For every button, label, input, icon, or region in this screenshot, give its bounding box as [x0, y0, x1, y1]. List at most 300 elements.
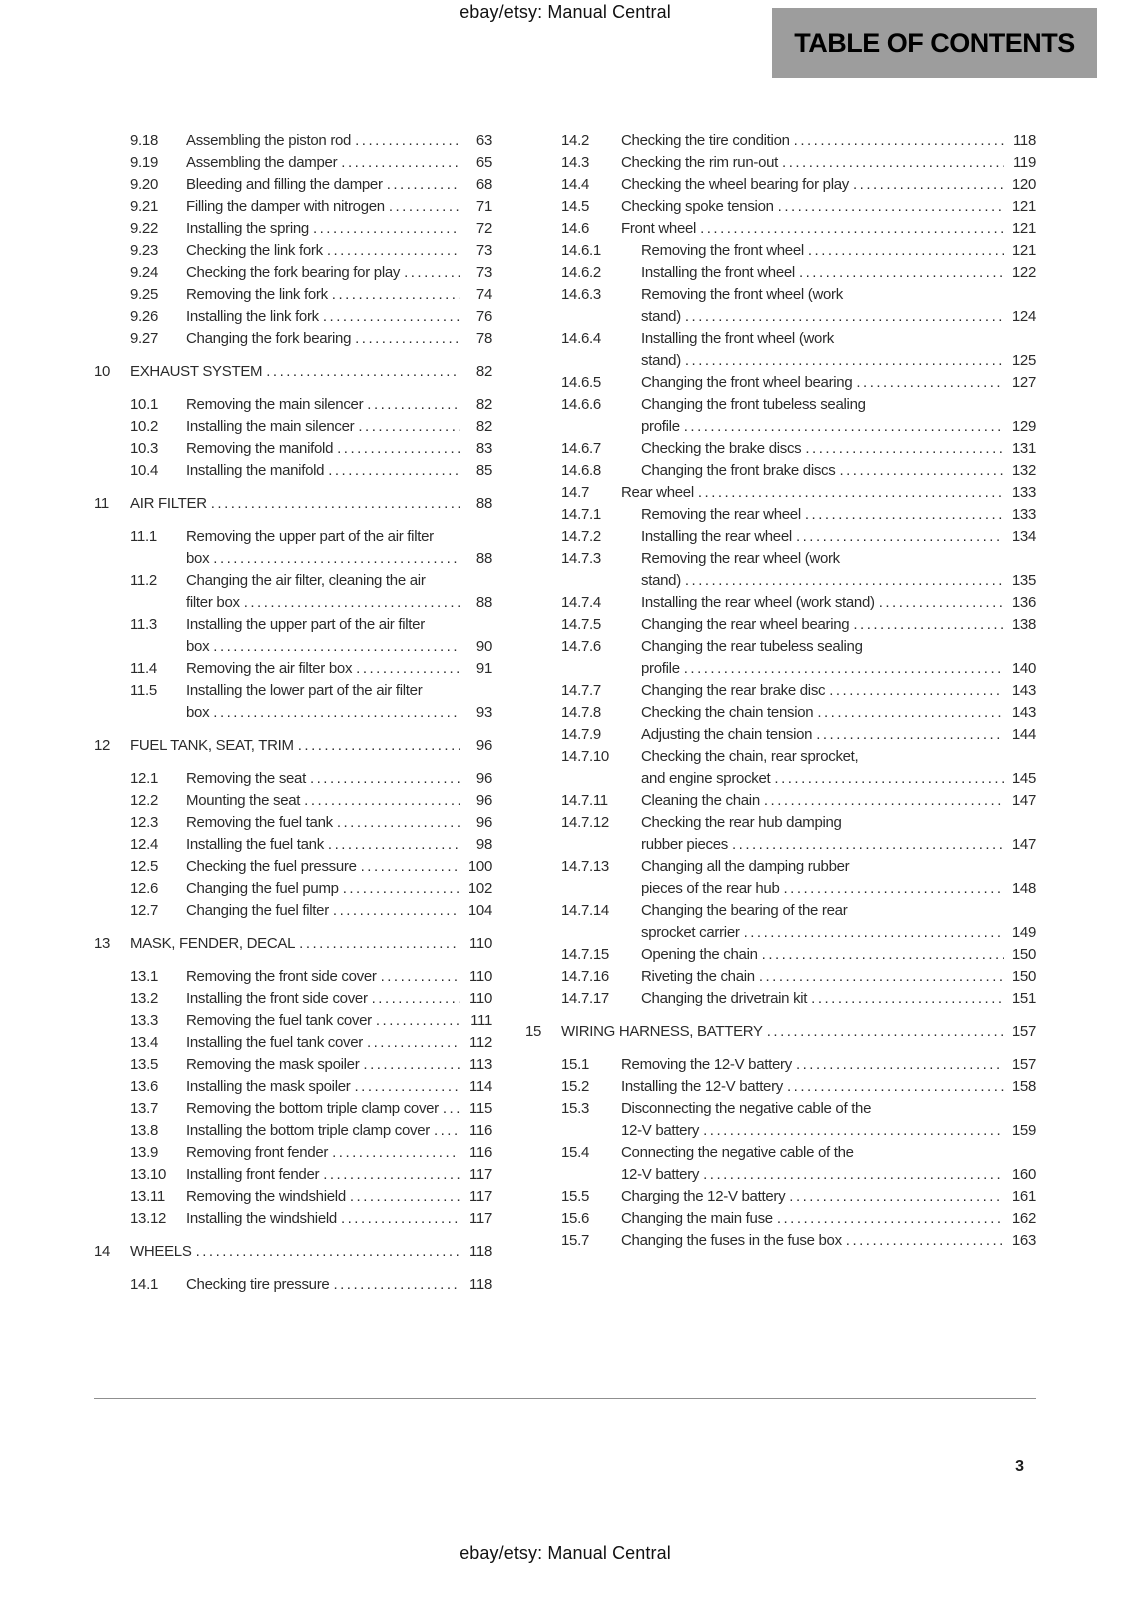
toc-entry-title: Checking the rear hub damping rubber pieces ..... [641, 812, 1004, 856]
toc-entry-number: 11.4 [130, 660, 157, 677]
toc-entry-number: 14.6.7 [561, 440, 601, 457]
toc-entry-row [561, 680, 1036, 702]
toc-entry-number: 13.5 [130, 1056, 158, 1073]
toc-entry-number: 13.3 [130, 1012, 158, 1029]
toc-entry-page: 118 [1012, 132, 1036, 149]
toc-entry-number: 12.6 [130, 880, 158, 897]
toc-entry-number: 14.7.10 [561, 748, 609, 765]
toc-entry-number: 13 [94, 935, 111, 952]
toc-entry-row [130, 658, 492, 680]
toc-entry-title: Removing the 12-V battery ..... [621, 1054, 1004, 1076]
footer-divider [94, 1398, 1036, 1399]
toc-column-right [525, 130, 1036, 1296]
toc-entry-page: 147 [1011, 792, 1036, 809]
toc-entry-number: 11.5 [130, 682, 157, 699]
toc-entry-title: Installing the spring ..... [186, 218, 460, 240]
toc-entry-number: 9.18 [130, 132, 158, 149]
toc-entry-title: Changing the drivetrain kit ..... [641, 988, 1004, 1010]
toc-entry-page: 73 [475, 242, 492, 259]
toc-entry-number: 14.7.16 [561, 968, 609, 985]
toc-entry-title: Removing the rear wheel ..... [641, 504, 1004, 526]
toc-entry-number: 14.7.17 [561, 990, 609, 1007]
toc-entry-title: Changing the air filter, cleaning the air filter box ..... [186, 570, 460, 614]
toc-entry-number: 14.7.13 [561, 858, 609, 875]
toc-entry-row [561, 504, 1036, 526]
toc-entry-page: 121 [1011, 198, 1036, 215]
toc-entry-number: 14.7.11 [561, 792, 608, 809]
toc-entry-number: 9.19 [130, 154, 158, 171]
toc-entry-title: Mounting the seat ..... [186, 790, 460, 812]
toc-entry-number: 14.6.6 [561, 396, 601, 413]
toc-entry-number: 9.21 [130, 198, 158, 215]
toc-entry-row [130, 680, 492, 724]
toc-chapter-row [94, 361, 492, 383]
toc-entry-row [130, 614, 492, 658]
toc-entry-page: 145 [1011, 770, 1036, 787]
toc-entry-row [561, 152, 1036, 174]
toc-entry-title: Adjusting the chain tension ..... [641, 724, 1004, 746]
toc-entry-number: 14.1 [130, 1276, 158, 1293]
toc-entry-page: 157 [1011, 1023, 1036, 1040]
toc-entry-row [561, 438, 1036, 460]
toc-entry-number: 14.4 [561, 176, 589, 193]
toc-entry-row [130, 438, 492, 460]
toc-entry-title: Installing the 12-V battery ..... [621, 1076, 1004, 1098]
toc-entry-page: 135 [1011, 572, 1036, 589]
toc-entry-page: 148 [1011, 880, 1036, 897]
toc-entry-number: 14.6.4 [561, 330, 601, 347]
toc-entry-page: 133 [1011, 506, 1036, 523]
toc-entry-title: Installing the rear wheel ..... [641, 526, 1004, 548]
toc-entry-number: 9.26 [130, 308, 158, 325]
toc-entry-number: 10.2 [130, 418, 158, 435]
toc-entry-row [561, 548, 1036, 592]
toc-entry-title: Changing the bearing of the rear sprocket carrier ..... [641, 900, 1004, 944]
toc-entry-row [561, 174, 1036, 196]
toc-entry-number: 10.3 [130, 440, 158, 457]
toc-entry-row [130, 988, 492, 1010]
toc-entry-title: Changing the fuel pump ..... [186, 878, 460, 900]
toc-entry-number: 14.7.1 [561, 506, 601, 523]
toc-entry-number: 14.6.8 [561, 462, 601, 479]
toc-entry-title: Removing the link fork ..... [186, 284, 460, 306]
toc-entry-page: 82 [475, 363, 492, 380]
toc-entry-number: 15.3 [561, 1100, 589, 1117]
toc-entry-title: Checking the tire condition ..... [621, 130, 1004, 152]
toc-entry-row [130, 856, 492, 878]
toc-entry-row [561, 614, 1036, 636]
toc-entry-page: 117 [468, 1166, 492, 1183]
toc-entry-row [561, 240, 1036, 262]
toc-entry-row [561, 1208, 1036, 1230]
toc-entry-number: 14 [94, 1243, 111, 1260]
toc-entry-row [130, 966, 492, 988]
toc-entry-page: 116 [468, 1122, 492, 1139]
toc-entry-row [130, 812, 492, 834]
toc-entry-page: 82 [475, 396, 492, 413]
toc-entry-page: 110 [468, 935, 492, 952]
toc-entry-page: 150 [1011, 968, 1036, 985]
toc-entry-title: Installing the front wheel ..... [641, 262, 1004, 284]
toc-entry-row [130, 240, 492, 262]
toc-entry-title: Changing the front brake discs ..... [641, 460, 1004, 482]
toc-entry-number: 13.7 [130, 1100, 158, 1117]
toc-entry-page: 143 [1011, 682, 1036, 699]
toc-entry-title: Checking the rim run-out ..... [621, 152, 1004, 174]
toc-entry-row [130, 196, 492, 218]
toc-entry-row [130, 526, 492, 570]
toc-entry-number: 14.7.14 [561, 902, 609, 919]
toc-entry-number: 13.9 [130, 1144, 158, 1161]
toc-entry-row [561, 988, 1036, 1010]
toc-entry-page: 134 [1011, 528, 1036, 545]
toc-entry-number: 10.1 [130, 396, 158, 413]
toc-chapter-row [94, 735, 492, 757]
toc-entry-number: 10 [94, 363, 111, 380]
toc-entry-number: 13.2 [130, 990, 158, 1007]
toc-entry-number: 15.2 [561, 1078, 589, 1095]
toc-column-left [94, 130, 492, 1296]
toc-entry-title: Removing the fuel tank ..... [186, 812, 460, 834]
toc-entry-page: 127 [1011, 374, 1036, 391]
toc-entry-title: Installing the front side cover ..... [186, 988, 460, 1010]
toc-entry-number: 14.6.5 [561, 374, 601, 391]
toc-entry-page: 136 [1011, 594, 1036, 611]
toc-entry-page: 71 [475, 198, 492, 215]
toc-entry-row [130, 130, 492, 152]
toc-entry-number: 11.1 [130, 528, 157, 545]
toc-entry-row [561, 372, 1036, 394]
toc-entry-title: Installing the lower part of the air filter box ..... [186, 680, 460, 724]
toc-entry-row [130, 570, 492, 614]
toc-entry-number: 13.10 [130, 1166, 167, 1183]
toc-entry-title: Disconnecting the negative cable of the 12-V battery ..... [621, 1098, 1004, 1142]
toc-entry-number: 14.7.3 [561, 550, 601, 567]
toc-entry-row [561, 1186, 1036, 1208]
toc-entry-page: 98 [475, 836, 492, 853]
toc-entry-number: 13.12 [130, 1210, 167, 1227]
toc-entry-row [130, 152, 492, 174]
toc-entry-title: Opening the chain ..... [641, 944, 1004, 966]
toc-entry-title: Changing the fuel filter ..... [186, 900, 460, 922]
toc-entry-row [561, 1142, 1036, 1186]
toc-entry-row [130, 790, 492, 812]
toc-entry-page: 158 [1011, 1078, 1036, 1095]
toc-entry-number: 14.6.1 [561, 242, 601, 259]
toc-entry-row [130, 1186, 492, 1208]
toc-entry-number: 15.7 [561, 1232, 589, 1249]
toc-entry-title: Changing the rear brake disc ..... [641, 680, 1004, 702]
toc-entry-row [561, 1076, 1036, 1098]
toc-entry-page: 118 [468, 1243, 492, 1260]
toc-entry-number: 14.7.12 [561, 814, 609, 831]
toc-entry-page: 76 [475, 308, 492, 325]
toc-entry-page: 110 [468, 990, 492, 1007]
toc-entry-number: 14.7 [561, 484, 589, 501]
toc-entry-page: 72 [475, 220, 492, 237]
toc-entry-number: 14.7.4 [561, 594, 601, 611]
toc-entry-title: Removing the windshield ..... [186, 1186, 460, 1208]
toc-entry-page: 111 [470, 1012, 492, 1029]
toc-entry-page: 93 [475, 704, 492, 721]
toc-entry-page: 114 [468, 1078, 492, 1095]
toc-entry-title: Installing the bottom triple clamp cover ..... [186, 1120, 460, 1142]
toc-entry-number: 13.6 [130, 1078, 158, 1095]
toc-entry-page: 116 [468, 1144, 492, 1161]
toc-entry-title: Installing the front wheel (work stand) ..... [641, 328, 1004, 372]
toc-entry-number: 12.1 [130, 770, 158, 787]
toc-entry-page: 118 [468, 1276, 492, 1293]
toc-entry-page: 96 [475, 737, 492, 754]
toc-columns [94, 130, 1036, 1296]
toc-entry-title: Installing front fender ..... [186, 1164, 460, 1186]
toc-entry-title: Removing the air filter box ..... [186, 658, 460, 680]
toc-entry-title: Changing the fuses in the fuse box ..... [621, 1230, 1004, 1252]
toc-entry-number: 11.3 [130, 616, 157, 633]
toc-entry-title: Riveting the chain ..... [641, 966, 1004, 988]
toc-entry-row [561, 262, 1036, 284]
toc-entry-page: 96 [475, 792, 492, 809]
toc-entry-row [130, 1076, 492, 1098]
toc-entry-number: 14.6 [561, 220, 589, 237]
toc-entry-title: Changing the front tubeless sealing profile ..... [641, 394, 1004, 438]
toc-entry-number: 13.1 [130, 968, 158, 985]
toc-entry-number: 14.2 [561, 132, 589, 149]
toc-entry-page: 157 [1011, 1056, 1036, 1073]
toc-entry-title: Removing the front wheel ..... [641, 240, 1004, 262]
toc-entry-page: 117 [468, 1210, 492, 1227]
toc-entry-row [130, 1032, 492, 1054]
toc-entry-number: 15.5 [561, 1188, 589, 1205]
toc-entry-number: 14.6.3 [561, 286, 601, 303]
toc-entry-page: 73 [475, 264, 492, 281]
toc-entry-title: Assembling the damper ..... [186, 152, 460, 174]
toc-entry-page: 162 [1011, 1210, 1036, 1227]
toc-entry-page: 124 [1011, 308, 1036, 325]
toc-entry-row [130, 416, 492, 438]
toc-entry-row [561, 966, 1036, 988]
toc-entry-title: FUEL TANK, SEAT, TRIM ..... [130, 735, 460, 757]
toc-entry-title: Removing the manifold ..... [186, 438, 460, 460]
toc-entry-page: 121 [1011, 242, 1036, 259]
toc-entry-row [561, 218, 1036, 240]
toc-entry-title: Removing the mask spoiler ..... [186, 1054, 460, 1076]
toc-entry-title: Installing the link fork ..... [186, 306, 460, 328]
toc-entry-page: 151 [1011, 990, 1036, 1007]
toc-entry-title: EXHAUST SYSTEM ..... [130, 361, 460, 383]
toc-entry-title: Installing the windshield ..... [186, 1208, 460, 1230]
toc-entry-page: 88 [475, 594, 492, 611]
toc-entry-title: Checking tire pressure ..... [186, 1274, 460, 1296]
toc-entry-title: Installing the rear wheel (work stand) ..... [641, 592, 1004, 614]
toc-entry-number: 14.7.2 [561, 528, 601, 545]
toc-entry-title: Checking the chain tension ..... [641, 702, 1004, 724]
toc-entry-page: 143 [1011, 704, 1036, 721]
toc-entry-page: 100 [467, 858, 492, 875]
toc-entry-title: Removing the upper part of the air filter box ..... [186, 526, 460, 570]
toc-entry-title: Checking spoke tension ..... [621, 196, 1004, 218]
toc-entry-title: MASK, FENDER, DECAL ..... [130, 933, 460, 955]
toc-entry-page: 96 [475, 770, 492, 787]
toc-entry-title: Checking the wheel bearing for play ..... [621, 174, 1004, 196]
toc-entry-number: 9.24 [130, 264, 158, 281]
toc-entry-number: 14.3 [561, 154, 589, 171]
toc-entry-number: 9.22 [130, 220, 158, 237]
toc-entry-title: Changing the fork bearing ..... [186, 328, 460, 350]
toc-entry-number: 12.2 [130, 792, 158, 809]
toc-entry-row [561, 1230, 1036, 1252]
toc-entry-row [130, 900, 492, 922]
toc-entry-page: 88 [475, 495, 492, 512]
toc-entry-row [130, 262, 492, 284]
toc-entry-title: Changing the rear wheel bearing ..... [641, 614, 1004, 636]
toc-entry-page: 159 [1011, 1122, 1036, 1139]
toc-entry-number: 14.5 [561, 198, 589, 215]
toc-entry-title: Connecting the negative cable of the 12-V battery ..... [621, 1142, 1004, 1186]
toc-entry-number: 14.7.9 [561, 726, 601, 743]
toc-entry-number: 12.7 [130, 902, 158, 919]
toc-entry-number: 15.4 [561, 1144, 589, 1161]
toc-entry-title: Assembling the piston rod ..... [186, 130, 460, 152]
toc-entry-page: 161 [1011, 1188, 1036, 1205]
toc-entry-row [130, 834, 492, 856]
toc-entry-page: 144 [1011, 726, 1036, 743]
toc-entry-page: 74 [475, 286, 492, 303]
toc-entry-row [130, 284, 492, 306]
watermark-top: ebay/etsy: Manual Central [459, 2, 671, 22]
toc-entry-row [130, 306, 492, 328]
toc-entry-page: 102 [467, 880, 492, 897]
toc-entry-row [561, 328, 1036, 372]
toc-chapter-row [94, 933, 492, 955]
toc-entry-page: 132 [1011, 462, 1036, 479]
toc-entry-page: 117 [468, 1188, 492, 1205]
toc-entry-number: 14.7.8 [561, 704, 601, 721]
toc-entry-page: 160 [1011, 1166, 1036, 1183]
toc-entry-row [130, 218, 492, 240]
page-number: 3 [1015, 1458, 1024, 1475]
toc-entry-row [130, 768, 492, 790]
toc-entry-row [130, 1010, 492, 1032]
toc-entry-row [561, 482, 1036, 504]
toc-chapter-row [94, 1241, 492, 1263]
toc-entry-title: Rear wheel ..... [621, 482, 1004, 504]
toc-entry-row [561, 1054, 1036, 1076]
toc-entry-page: 125 [1011, 352, 1036, 369]
toc-entry-number: 12 [94, 737, 111, 754]
toc-entry-row [130, 1142, 492, 1164]
toc-entry-row [130, 460, 492, 482]
toc-entry-title: Charging the 12-V battery ..... [621, 1186, 1004, 1208]
toc-entry-number: 14.7.6 [561, 638, 601, 655]
toc-entry-page: 88 [475, 550, 492, 567]
toc-entry-row [130, 1054, 492, 1076]
toc-entry-row [130, 394, 492, 416]
toc-entry-title: Checking the chain, rear sprocket, and engine sprocket ..... [641, 746, 1004, 790]
toc-entry-number: 11 [94, 495, 109, 512]
toc-entry-page: 113 [468, 1056, 492, 1073]
toc-entry-title: Changing the front wheel bearing ..... [641, 372, 1004, 394]
toc-entry-title: Removing the seat ..... [186, 768, 460, 790]
toc-entry-number: 15.6 [561, 1210, 589, 1227]
toc-entry-row [130, 1098, 492, 1120]
watermark-bottom: ebay/etsy: Manual Central [459, 1543, 671, 1563]
toc-entry-page: 112 [468, 1034, 492, 1051]
toc-entry-number: 9.25 [130, 286, 158, 303]
toc-entry-title: Checking the link fork ..... [186, 240, 460, 262]
toc-entry-title: Checking the brake discs ..... [641, 438, 1004, 460]
toc-entry-row [561, 592, 1036, 614]
toc-entry-number: 14.6.2 [561, 264, 601, 281]
toc-entry-page: 122 [1011, 264, 1036, 281]
table-of-contents-banner: TABLE OF CONTENTS [772, 8, 1097, 78]
toc-entry-number: 13.11 [130, 1188, 165, 1205]
toc-entry-row [561, 746, 1036, 790]
toc-entry-number: 12.4 [130, 836, 158, 853]
toc-entry-page: 68 [475, 176, 492, 193]
toc-entry-number: 12.3 [130, 814, 158, 831]
toc-entry-title: Cleaning the chain ..... [641, 790, 1004, 812]
toc-entry-page: 150 [1011, 946, 1036, 963]
toc-entry-page: 163 [1011, 1232, 1036, 1249]
toc-entry-page: 85 [475, 462, 492, 479]
toc-entry-number: 14.7.5 [561, 616, 601, 633]
toc-entry-title: Bleeding and filling the damper ..... [186, 174, 460, 196]
toc-entry-page: 119 [1012, 154, 1036, 171]
toc-entry-page: 104 [467, 902, 492, 919]
toc-entry-row [130, 1208, 492, 1230]
toc-entry-page: 78 [475, 330, 492, 347]
toc-entry-number: 14.7.7 [561, 682, 601, 699]
toc-entry-number: 9.20 [130, 176, 158, 193]
toc-entry-row [130, 328, 492, 350]
toc-entry-row [561, 636, 1036, 680]
toc-entry-number: 10.4 [130, 462, 158, 479]
toc-entry-title: Installing the upper part of the air filter box ..... [186, 614, 460, 658]
toc-entry-row [561, 526, 1036, 548]
toc-entry-page: 131 [1011, 440, 1036, 457]
toc-entry-title: Installing the mask spoiler ..... [186, 1076, 460, 1098]
toc-entry-row [561, 812, 1036, 856]
toc-entry-page: 82 [475, 418, 492, 435]
toc-entry-row [561, 724, 1036, 746]
toc-chapter-row [94, 493, 492, 515]
toc-entry-title: Changing all the damping rubber pieces of the rear hub ..... [641, 856, 1004, 900]
toc-entry-page: 129 [1011, 418, 1036, 435]
toc-entry-row [561, 130, 1036, 152]
toc-entry-number: 9.27 [130, 330, 158, 347]
toc-entry-title: Installing the manifold ..... [186, 460, 460, 482]
toc-entry-title: Changing the main fuse ..... [621, 1208, 1004, 1230]
toc-entry-row [130, 1120, 492, 1142]
toc-entry-title: WIRING HARNESS, BATTERY ..... [561, 1021, 1004, 1043]
toc-entry-row [561, 702, 1036, 724]
toc-entry-page: 110 [468, 968, 492, 985]
toc-entry-row [561, 196, 1036, 218]
toc-entry-row [561, 1098, 1036, 1142]
toc-entry-row [561, 790, 1036, 812]
toc-entry-row [130, 878, 492, 900]
toc-entry-row [561, 460, 1036, 482]
toc-entry-page: 149 [1011, 924, 1036, 941]
toc-entry-number: 13.8 [130, 1122, 158, 1139]
toc-entry-page: 138 [1011, 616, 1036, 633]
toc-entry-number: 15 [525, 1023, 542, 1040]
toc-entry-page: 120 [1011, 176, 1036, 193]
toc-entry-title: Installing the fuel tank cover ..... [186, 1032, 460, 1054]
toc-entry-row [130, 1274, 492, 1296]
toc-entry-title: Removing the fuel tank cover ..... [186, 1010, 460, 1032]
